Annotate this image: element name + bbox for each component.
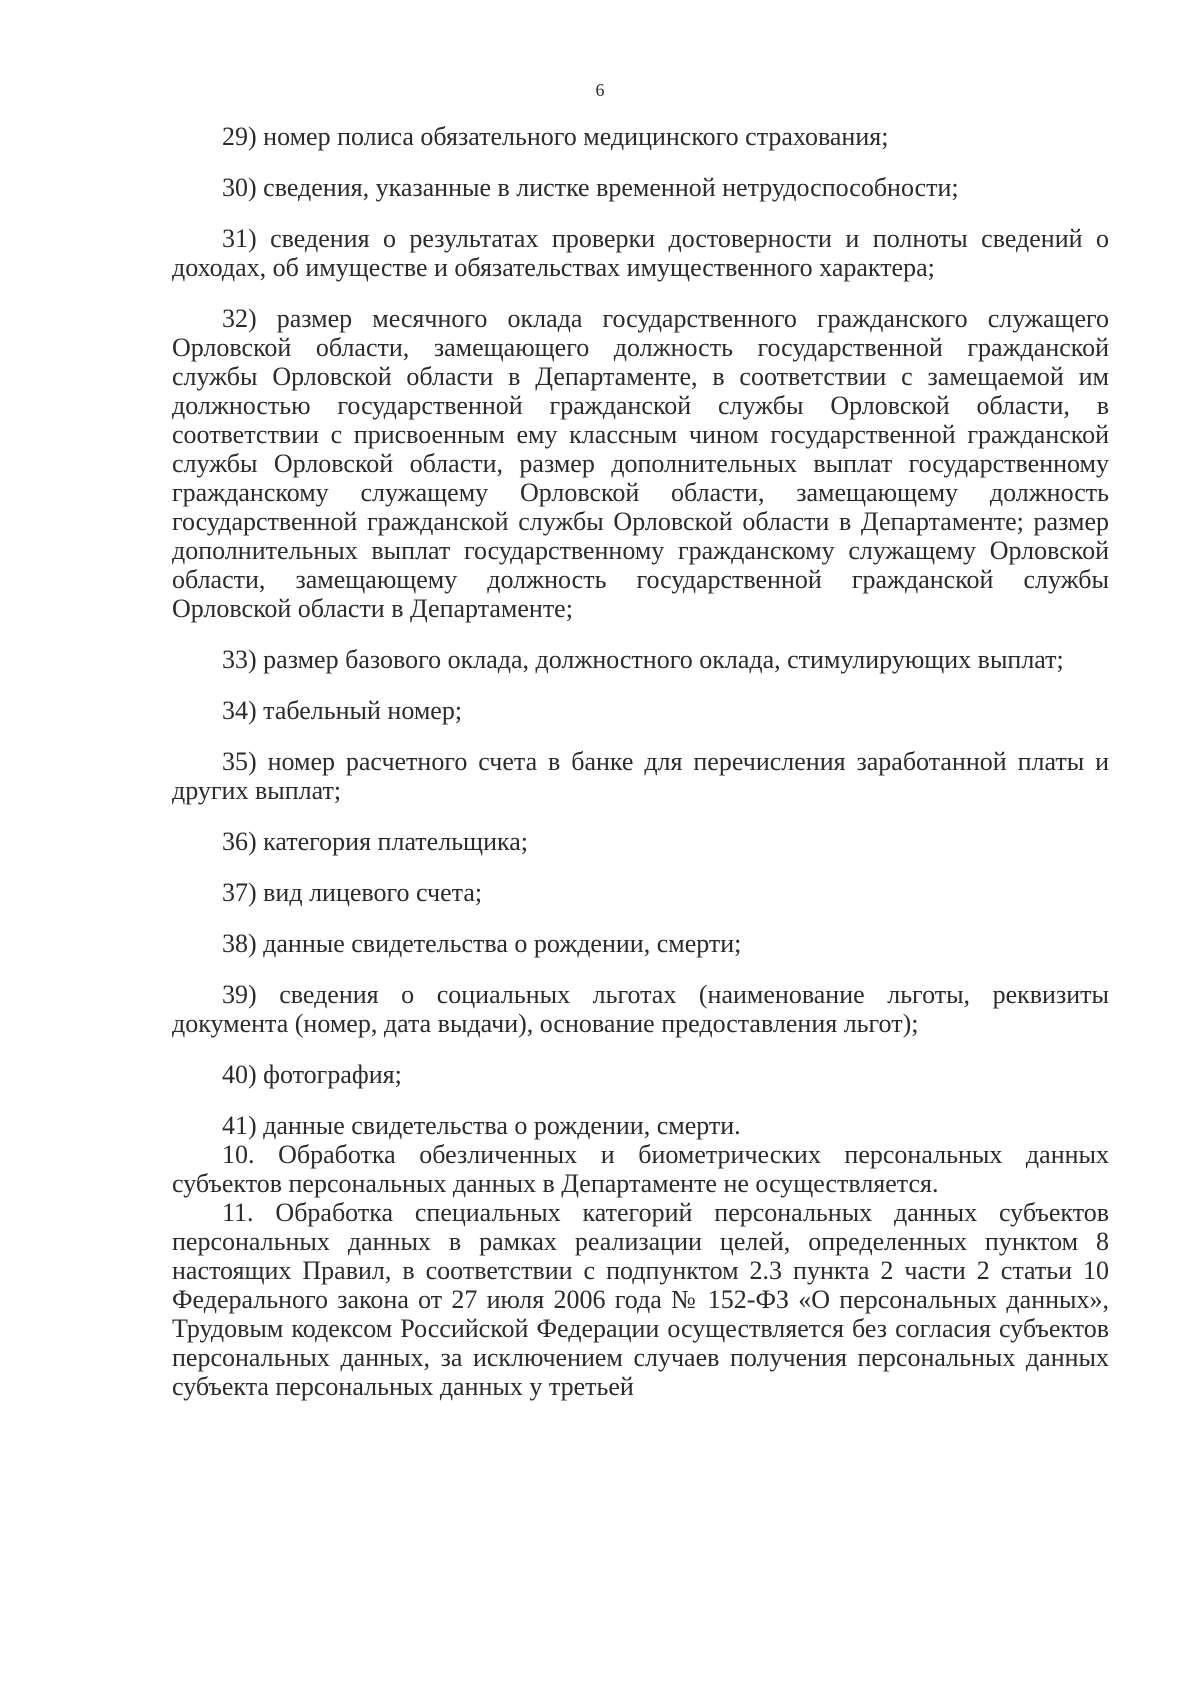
- list-item-38: 38) данные свидетельства о рождении, смерти;: [222, 929, 742, 958]
- list-item-36: 36) категория плательщика;: [222, 827, 528, 856]
- list-item-33: 33) размер базового оклада, должностного оклада, стимулирующих выплат;: [222, 645, 1064, 674]
- list-item-29: 29) номер полиса обязательного медицинского страхования;: [222, 122, 889, 151]
- list-item-30: 30) сведения, указанные в листке временной нетрудоспособности;: [222, 173, 959, 202]
- paragraph-10: 10. Обработка обезличенных и биометрических персональных данных субъектов персональных данных в Департаменте не осуществляется.: [172, 1140, 1109, 1198]
- list-item-41: 41) данные свидетельства о рождении, смерти.: [222, 1111, 741, 1140]
- list-item-40: 40) фотография;: [222, 1060, 402, 1089]
- list-item-39: 39) сведения о социальных льготах (наименование льготы, реквизиты документа (номер, дата выдачи), основание предоставления льгот);: [172, 980, 1109, 1038]
- list-item-34: 34) табельный номер;: [222, 696, 463, 725]
- list-item-35: 35) номер расчетного счета в банке для перечисления заработанной платы и других выплат;: [172, 747, 1109, 805]
- list-item-31: 31) сведения о результатах проверки достоверности и полноты сведений о доходах, об имуществе и обязательствах имущественного характера;: [172, 224, 1109, 282]
- list-item-37: 37) вид лицевого счета;: [222, 878, 483, 907]
- document-body: [172, 122, 1109, 1401]
- list-item-32: 32) размер месячного оклада государственного гражданского служащего Орловской области, замещающего должность государственной гражданской службы Орловской области в Департаменте, в соответствии с замещаемой им должностью государственной гражданской службы Орловской области, в соответствии с присвоенным ему классным чином государственной гражданской службы Орловской области, размер дополнительных выплат государственному гражданскому служащему Орловской области, замещающему должность государственной гражданской службы Орловской области в Департаменте; размер дополнительных выплат государственному гражданскому служащему Орловской области, замещающему должность государственной гражданской службы Орловской области в Департаменте;: [172, 304, 1109, 623]
- page-number: 6: [595, 80, 605, 100]
- paragraph-11: 11. Обработка специальных категорий персональных данных субъектов персональных данных в рамках реализации целей, определенных пунктом 8 настоящих Правил, в соответствии с подпунктом 2.3 пункта 2 части 2 статьи 10 Федерального закона от 27 июля 2006 года № 152-ФЗ «О персональных данных», Трудовым кодексом Российской Федерации осуществляется без согласия субъектов персональных данных, за исключением случаев получения персональных данных субъекта персональных данных у третьей: [172, 1198, 1109, 1401]
